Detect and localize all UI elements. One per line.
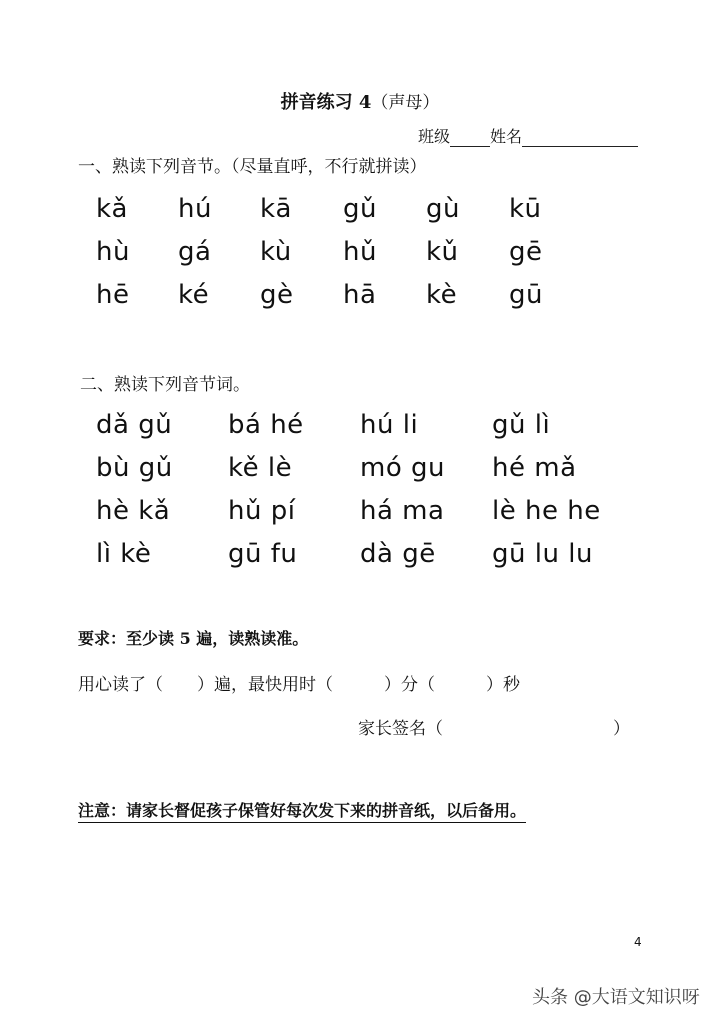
syllable: gǔ bbox=[343, 194, 377, 224]
word: hǔ pí bbox=[228, 496, 296, 526]
section1-heading: 一、熟读下列音节。（尽量直呼，不行就拼读） bbox=[78, 157, 427, 177]
reading-record-line: 用心读了（ ）遍，最快用时（ ）分（ ）秒 bbox=[78, 675, 520, 695]
word: hè kǎ bbox=[96, 496, 171, 526]
syllable: ké bbox=[178, 280, 210, 310]
syllable: kǎ bbox=[96, 194, 128, 224]
word: gū fu bbox=[228, 539, 298, 569]
word: bù gǔ bbox=[96, 453, 173, 483]
word: há ma bbox=[360, 496, 445, 526]
class-blank bbox=[450, 130, 490, 147]
note-text: 注意：请家长督促孩子保管好每次发下来的拼音纸，以后备用。 bbox=[78, 798, 526, 823]
name-label: 姓名 bbox=[490, 127, 523, 146]
word: gū lu lu bbox=[492, 539, 593, 569]
syllable: hē bbox=[96, 280, 130, 310]
syllable: hú bbox=[178, 194, 212, 224]
page-title bbox=[0, 88, 720, 114]
syllable: kā bbox=[260, 194, 292, 224]
word: hé mǎ bbox=[492, 453, 577, 483]
syllable: gá bbox=[178, 237, 212, 267]
parent-signature-line: 家长签名（ ） bbox=[358, 719, 630, 739]
syllable: hǔ bbox=[343, 237, 377, 267]
requirement-text: 要求：至少读 5 遍，读熟读准。 bbox=[78, 629, 309, 648]
syllable: kè bbox=[426, 280, 458, 310]
word: hú li bbox=[360, 410, 419, 440]
syllable: gē bbox=[509, 237, 543, 267]
syllable: gè bbox=[260, 280, 294, 310]
syllable: gù bbox=[426, 194, 460, 224]
word: kě lè bbox=[228, 453, 293, 483]
syllable: kǔ bbox=[426, 237, 459, 267]
name-blank bbox=[522, 130, 638, 147]
syllable: hā bbox=[343, 280, 377, 310]
syllable: kū bbox=[509, 194, 542, 224]
word: dǎ gǔ bbox=[96, 410, 173, 440]
class-label: 班级 bbox=[418, 127, 451, 146]
title-sub: （声母） bbox=[371, 93, 440, 113]
word: mó gu bbox=[360, 453, 445, 483]
word: lì kè bbox=[96, 539, 152, 569]
syllable: hù bbox=[96, 237, 130, 267]
title-main: 拼音练习 4 bbox=[280, 92, 372, 113]
word: bá hé bbox=[228, 410, 304, 440]
watermark: 头条 @大语文知识呀 bbox=[532, 987, 700, 1008]
class-name-line bbox=[418, 124, 638, 147]
section2-heading: 二、熟读下列音节词。 bbox=[80, 375, 250, 395]
word: gǔ lì bbox=[492, 410, 551, 440]
syllable: gū bbox=[509, 280, 543, 310]
page-number: 4 bbox=[634, 935, 642, 949]
syllable: kù bbox=[260, 237, 292, 267]
word: lè he he bbox=[492, 496, 601, 526]
word: dà gē bbox=[360, 539, 436, 569]
